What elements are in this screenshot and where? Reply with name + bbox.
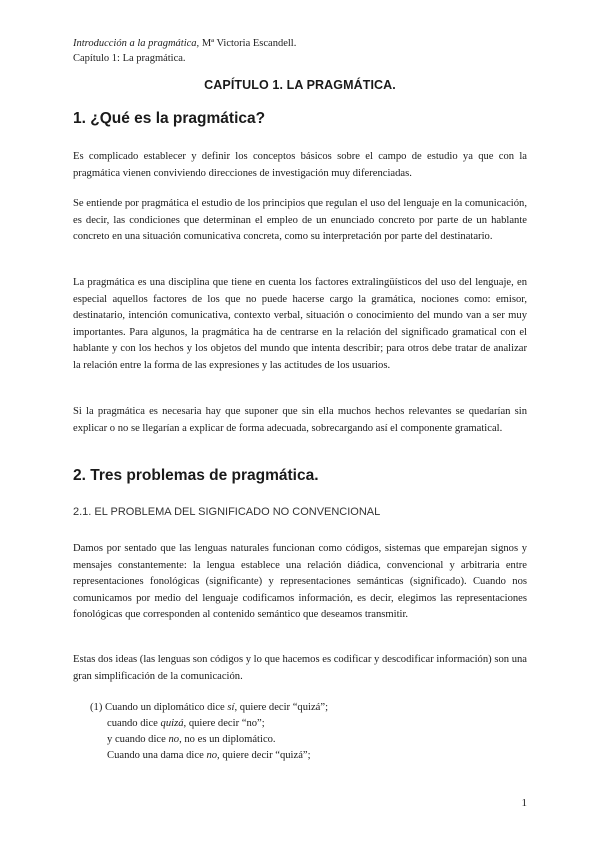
running-header bbox=[73, 36, 296, 66]
page-number: 1 bbox=[521, 797, 527, 809]
example-text: , no es un diplomático. bbox=[179, 734, 276, 745]
example-emphasis: quizá bbox=[160, 718, 184, 729]
header-author: Mª Victoria Escandell. bbox=[199, 38, 297, 49]
example-line bbox=[90, 732, 328, 748]
paragraph-4: Si la pragmática es necesaria hay que suponer que sin ella muchos hechos relevantes se quedarían sin explicar o no se llegarían a explicar de forma adecuada, sobrecargando así el componente gramatical. bbox=[73, 406, 527, 434]
example-text: Cuando una dama dice bbox=[107, 750, 207, 761]
paragraph-6: Estas dos ideas (las lenguas son códigos y lo que hacemos es codificar y descodificar información) son una gran simplificación de la comunicación. bbox=[73, 654, 527, 682]
example-line bbox=[90, 700, 328, 716]
section-heading-1: 1. ¿Qué es la pragmática? bbox=[73, 110, 266, 127]
paragraph-3: La pragmática es una disciplina que tiene en cuenta los factores extralingüísticos del uso del lenguaje, en especial aquellos factores de los que no puede hacerse cargo la gramática, nociones como: emisor, destinatario, intención comunicativa, contexto verbal, situación o conocimiento del mundo van a ser muy importantes. Para algunos, la pragmática ha de centrarse en la relación del significado gramatical con el hablante y con los hechos y los objetos del mundo que intenta describir; para otros debe tratar de analizar la relación entre la forma de las expresiones y las actitudes de los usuarios. bbox=[73, 277, 527, 371]
header-book-title: Introducción a la pragmática, bbox=[73, 38, 200, 49]
paragraph-5: Damos por sentado que las lenguas naturales funcionan como códigos, sistemas que emparejan signos y mensajes constantemente: la lengua establece una relación diádica, convencional y arbitraria entre representaciones fonológicas (significante) y representaciones semánticas (significado). Cuando nos comunicamos por medio del lenguaje codificamos información, es decir, elegimos las representaciones fonológicas que corresponden al contenido semántico que deseamos transmitir. bbox=[73, 543, 527, 621]
example-text: , quiere decir “no”; bbox=[183, 718, 265, 729]
section-heading-2: 2. Tres problemas de pragmática. bbox=[73, 467, 319, 484]
paragraph-2: Se entiende por pragmática el estudio de los principios que regulan el uso del lenguaje en la comunicación, es decir, las condiciones que determinan el empleo de un enunciado concreto por parte de un hablante concreto en una situación comunicativa concreta, como su interpretación por parte del destinatario. bbox=[73, 198, 527, 243]
example-text: Cuando un diplomático dice bbox=[105, 702, 228, 713]
paragraph-1: Es complicado establecer y definir los conceptos básicos sobre el campo de estudio ya que con la pragmática vienen conviviendo direcciones de investigación muy diferenciadas. bbox=[73, 151, 527, 179]
example-emphasis: no bbox=[206, 750, 218, 761]
example-text: cuando dice bbox=[107, 718, 161, 729]
example-text: y cuando dice bbox=[107, 734, 169, 745]
example-text: , quiere decir “quizá”; bbox=[217, 750, 311, 761]
example-text: , quiere decir “quizá”; bbox=[234, 702, 329, 713]
chapter-title: CAPÍTULO 1. LA PRAGMÁTICA. bbox=[204, 78, 396, 92]
example-emphasis: sí bbox=[227, 702, 235, 713]
example-quote bbox=[90, 700, 328, 764]
example-number: (1) bbox=[90, 702, 103, 713]
example-line bbox=[90, 716, 328, 732]
subsection-heading: 2.1. EL PROBLEMA DEL SIGNIFICADO NO CONVENCIONAL bbox=[73, 506, 381, 518]
example-emphasis: no bbox=[168, 734, 180, 745]
header-chapter-ref: Capítulo 1: La pragmática. bbox=[73, 53, 186, 64]
example-line bbox=[90, 748, 328, 764]
